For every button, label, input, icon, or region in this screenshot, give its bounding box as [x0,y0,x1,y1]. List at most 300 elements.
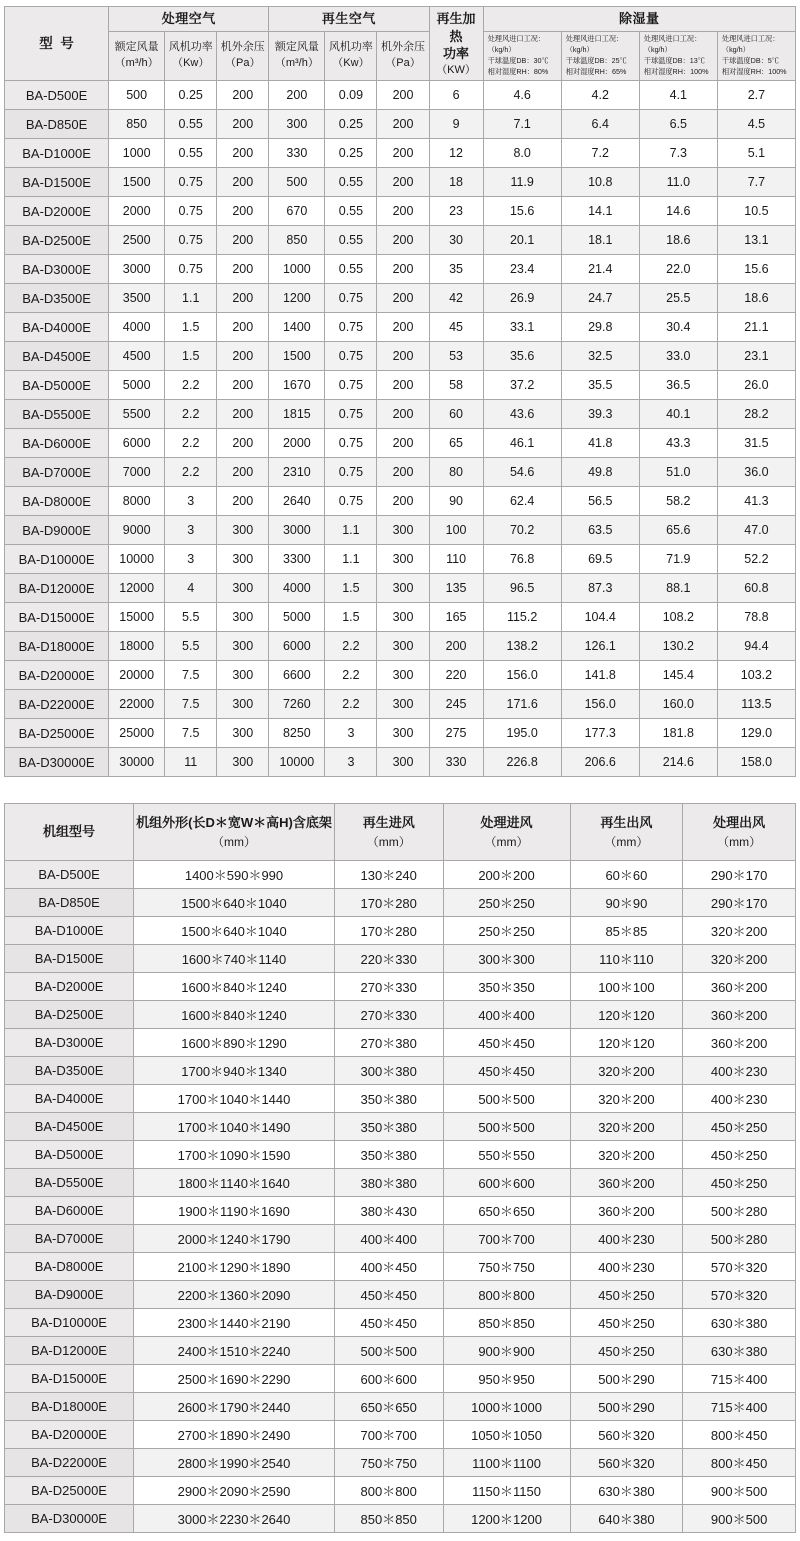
data-cell-6: 200 [377,81,429,110]
data-cell-7: 245 [429,690,483,719]
data-cell-2: 350＊380 [334,1084,443,1112]
model-cell: BA-D2000E [5,972,134,1000]
data-cell-5: 2.2 [325,661,377,690]
data-cell-4: 320＊200 [570,1112,683,1140]
data-cell-11: 47.0 [717,516,795,545]
table-row [5,1028,796,1056]
data-cell-4: 120＊120 [570,1000,683,1028]
data-cell-8: 8.0 [483,139,561,168]
data-cell-4: 90＊90 [570,888,683,916]
data-cell-10: 36.5 [639,371,717,400]
table1-header-dehumidify-cond-3: 处理风进口工况： （kg/h） 干球温度DB：13℃ 相对湿度RH：100% [639,31,717,81]
data-cell-6: 200 [377,110,429,139]
data-cell-10: 30.4 [639,313,717,342]
table-row [5,400,796,429]
data-cell-1: 4000 [109,313,165,342]
data-cell-4: 10000 [269,748,325,777]
data-cell-2: 220＊330 [334,944,443,972]
data-cell-2: 3 [165,487,217,516]
data-cell-3: 850＊850 [443,1308,570,1336]
model-cell: BA-D5500E [5,1168,134,1196]
data-cell-3: 250＊250 [443,888,570,916]
data-cell-8: 46.1 [483,429,561,458]
model-cell: BA-D4000E [5,1084,134,1112]
data-cell-3: 300 [217,748,269,777]
data-cell-4: 360＊200 [570,1196,683,1224]
data-cell-10: 108.2 [639,603,717,632]
data-cell-1: 2000 [109,197,165,226]
regen-heat-power-unit: （KW） [436,63,476,76]
data-cell-2: 350＊380 [334,1140,443,1168]
table-row [5,690,796,719]
data-cell-4: 300 [269,110,325,139]
data-cell-2: 170＊280 [334,916,443,944]
data-cell-1: 1400＊590＊990 [134,860,335,888]
model-cell: BA-D22000E [5,690,109,719]
data-cell-3: 300 [217,719,269,748]
model-cell: BA-D1000E [5,916,134,944]
data-cell-9: 10.8 [561,168,639,197]
data-cell-2: 270＊330 [334,1000,443,1028]
data-cell-3: 450＊450 [443,1056,570,1084]
data-cell-3: 200 [217,226,269,255]
data-cell-1: 1900＊1190＊1690 [134,1196,335,1224]
table1-header-group-dehumidify: 除湿量 [483,7,795,32]
data-cell-4: 85＊85 [570,916,683,944]
data-cell-1: 18000 [109,632,165,661]
model-cell: BA-D12000E [5,574,109,603]
data-cell-2: 350＊380 [334,1112,443,1140]
table-row [5,1084,796,1112]
data-cell-2: 5.5 [165,603,217,632]
data-cell-5: 0.55 [325,197,377,226]
data-cell-1: 2000＊1240＊1790 [134,1224,335,1252]
data-cell-2: 0.75 [165,226,217,255]
data-cell-6: 300 [377,632,429,661]
data-cell-11: 52.2 [717,545,795,574]
data-cell-9: 4.2 [561,81,639,110]
data-cell-6: 200 [377,400,429,429]
data-cell-4: 320＊200 [570,1140,683,1168]
data-cell-9: 35.5 [561,371,639,400]
data-cell-5: 290＊170 [683,888,796,916]
data-cell-5: 290＊170 [683,860,796,888]
data-cell-11: 2.7 [717,81,795,110]
table2-header-regen-outlet: 再生出风 （mm） [570,804,683,861]
data-cell-11: 36.0 [717,458,795,487]
data-cell-1: 30000 [109,748,165,777]
data-cell-5: 1.5 [325,574,377,603]
model-cell: BA-D30000E [5,1504,134,1532]
table-row [5,1392,796,1420]
data-cell-5: 0.75 [325,342,377,371]
model-cell: BA-D5000E [5,1140,134,1168]
data-cell-11: 18.6 [717,284,795,313]
data-cell-8: 70.2 [483,516,561,545]
data-cell-7: 135 [429,574,483,603]
data-cell-2: 0.75 [165,255,217,284]
data-cell-11: 13.1 [717,226,795,255]
table1-header-process-rated-flow: 额定风量 （m³/h） [109,31,165,81]
data-cell-7: 9 [429,110,483,139]
data-cell-2: 0.25 [165,81,217,110]
data-cell-11: 15.6 [717,255,795,284]
data-cell-5: 0.25 [325,110,377,139]
table-row [5,313,796,342]
data-cell-3: 300 [217,545,269,574]
data-cell-6: 300 [377,748,429,777]
data-cell-8: 76.8 [483,545,561,574]
data-cell-4: 630＊380 [570,1476,683,1504]
data-cell-10: 43.3 [639,429,717,458]
data-cell-2: 380＊430 [334,1196,443,1224]
table-row [5,1420,796,1448]
data-cell-6: 200 [377,342,429,371]
data-cell-7: 58 [429,371,483,400]
data-cell-1: 2300＊1440＊2190 [134,1308,335,1336]
data-cell-10: 25.5 [639,284,717,313]
data-cell-5: 1.1 [325,545,377,574]
model-cell: BA-D500E [5,81,109,110]
table-row [5,888,796,916]
data-cell-2: 450＊450 [334,1280,443,1308]
table1-header-regen-fan-power: 风机功率 （Kw） [325,31,377,81]
data-cell-4: 8250 [269,719,325,748]
data-cell-6: 300 [377,545,429,574]
data-cell-2: 450＊450 [334,1308,443,1336]
model-cell: BA-D6000E [5,1196,134,1224]
data-cell-11: 5.1 [717,139,795,168]
data-cell-1: 8000 [109,487,165,516]
data-cell-2: 7.5 [165,661,217,690]
data-cell-9: 6.4 [561,110,639,139]
data-cell-7: 42 [429,284,483,313]
data-cell-3: 200 [217,81,269,110]
data-cell-2: 400＊400 [334,1224,443,1252]
model-cell: BA-D20000E [5,661,109,690]
data-cell-3: 200 [217,487,269,516]
data-cell-2: 7.5 [165,719,217,748]
table-row [5,1476,796,1504]
data-cell-9: 49.8 [561,458,639,487]
data-cell-4: 100＊100 [570,972,683,1000]
table-row [5,1196,796,1224]
table-row [5,1112,796,1140]
data-cell-3: 500＊500 [443,1112,570,1140]
data-cell-10: 4.1 [639,81,717,110]
data-cell-9: 29.8 [561,313,639,342]
data-cell-3: 300＊300 [443,944,570,972]
data-cell-3: 300 [217,632,269,661]
data-cell-11: 4.5 [717,110,795,139]
data-cell-4: 400＊230 [570,1252,683,1280]
data-cell-5: 800＊450 [683,1448,796,1476]
data-cell-8: 62.4 [483,487,561,516]
data-cell-3: 200 [217,313,269,342]
data-cell-5: 715＊400 [683,1364,796,1392]
data-cell-8: 156.0 [483,661,561,690]
table-row [5,632,796,661]
data-cell-2: 500＊500 [334,1336,443,1364]
data-cell-7: 45 [429,313,483,342]
data-cell-6: 300 [377,516,429,545]
data-cell-1: 1500 [109,168,165,197]
data-cell-5: 500＊280 [683,1196,796,1224]
data-cell-4: 2640 [269,487,325,516]
data-cell-8: 54.6 [483,458,561,487]
table-row [5,719,796,748]
data-cell-4: 320＊200 [570,1084,683,1112]
table-row [5,429,796,458]
table-row [5,1448,796,1476]
model-cell: BA-D3500E [5,1056,134,1084]
data-cell-5: 400＊230 [683,1084,796,1112]
data-cell-1: 5000 [109,371,165,400]
data-cell-2: 380＊380 [334,1168,443,1196]
data-cell-8: 226.8 [483,748,561,777]
data-cell-6: 200 [377,255,429,284]
data-cell-4: 640＊380 [570,1504,683,1532]
data-cell-5: 900＊500 [683,1504,796,1532]
data-cell-1: 1600＊740＊1140 [134,944,335,972]
data-cell-10: 6.5 [639,110,717,139]
table-row [5,972,796,1000]
data-cell-9: 87.3 [561,574,639,603]
table-row [5,487,796,516]
data-cell-6: 300 [377,603,429,632]
data-cell-3: 200＊200 [443,860,570,888]
data-cell-10: 11.0 [639,168,717,197]
data-cell-4: 6000 [269,632,325,661]
data-cell-3: 1150＊1150 [443,1476,570,1504]
table-row [5,255,796,284]
data-cell-10: 160.0 [639,690,717,719]
table-row [5,1056,796,1084]
data-cell-5: 0.75 [325,313,377,342]
data-cell-3: 200 [217,197,269,226]
data-cell-6: 200 [377,168,429,197]
data-cell-8: 35.6 [483,342,561,371]
data-cell-6: 200 [377,429,429,458]
data-cell-4: 200 [269,81,325,110]
table-row [5,1000,796,1028]
data-cell-1: 7000 [109,458,165,487]
data-cell-5: 450＊250 [683,1168,796,1196]
model-cell: BA-D1500E [5,168,109,197]
data-cell-3: 250＊250 [443,916,570,944]
model-cell: BA-D1000E [5,139,109,168]
data-cell-9: 39.3 [561,400,639,429]
data-cell-3: 200 [217,255,269,284]
data-cell-11: 41.3 [717,487,795,516]
data-cell-2: 3 [165,516,217,545]
table1-header-regen-heat-power [429,7,483,81]
data-cell-2: 2.2 [165,429,217,458]
model-cell: BA-D5000E [5,371,109,400]
data-cell-6: 200 [377,458,429,487]
data-cell-5: 715＊400 [683,1392,796,1420]
table1-header-process-ext-pressure: 机外余压 （Pa） [217,31,269,81]
table1-header-dehumidify-cond-4: 处理风进口工况： （kg/h） 干球温度DB：5℃ 相对湿度RH：100% [717,31,795,81]
data-cell-3: 200 [217,139,269,168]
table2-header-process-outlet: 处理出风 （mm） [683,804,796,861]
data-cell-5: 800＊450 [683,1420,796,1448]
model-cell: BA-D7000E [5,1224,134,1252]
data-cell-3: 950＊950 [443,1364,570,1392]
model-cell: BA-D1500E [5,944,134,972]
data-cell-8: 138.2 [483,632,561,661]
data-cell-3: 200 [217,342,269,371]
data-cell-4: 5000 [269,603,325,632]
table-row [5,661,796,690]
data-cell-4: 4000 [269,574,325,603]
data-cell-1: 1500＊640＊1040 [134,888,335,916]
data-cell-9: 14.1 [561,197,639,226]
table-row [5,516,796,545]
data-cell-4: 1200 [269,284,325,313]
data-cell-10: 7.3 [639,139,717,168]
data-cell-2: 270＊330 [334,972,443,1000]
data-cell-5: 1.1 [325,516,377,545]
model-cell: BA-D6000E [5,429,109,458]
model-cell: BA-D7000E [5,458,109,487]
data-cell-4: 500 [269,168,325,197]
data-cell-5: 0.55 [325,168,377,197]
data-cell-1: 3500 [109,284,165,313]
data-cell-1: 22000 [109,690,165,719]
table1-header-model: 型 号 [5,7,109,81]
data-cell-11: 129.0 [717,719,795,748]
data-cell-5: 500＊280 [683,1224,796,1252]
data-cell-10: 145.4 [639,661,717,690]
data-cell-7: 275 [429,719,483,748]
model-cell: BA-D10000E [5,545,109,574]
data-cell-1: 1600＊890＊1290 [134,1028,335,1056]
data-cell-4: 500＊290 [570,1392,683,1420]
data-cell-9: 104.4 [561,603,639,632]
data-cell-5: 1.5 [325,603,377,632]
data-cell-1: 1700＊940＊1340 [134,1056,335,1084]
data-cell-4: 1670 [269,371,325,400]
data-cell-2: 270＊380 [334,1028,443,1056]
data-cell-8: 115.2 [483,603,561,632]
data-cell-10: 65.6 [639,516,717,545]
data-cell-5: 2.2 [325,690,377,719]
data-cell-2: 1.1 [165,284,217,313]
data-cell-3: 550＊550 [443,1140,570,1168]
data-cell-2: 130＊240 [334,860,443,888]
data-cell-9: 56.5 [561,487,639,516]
data-cell-5: 320＊200 [683,944,796,972]
data-cell-9: 177.3 [561,719,639,748]
data-cell-7: 18 [429,168,483,197]
data-cell-4: 1400 [269,313,325,342]
data-cell-2: 650＊650 [334,1392,443,1420]
model-cell: BA-D25000E [5,1476,134,1504]
data-cell-8: 7.1 [483,110,561,139]
table-row [5,81,796,110]
data-cell-5: 0.55 [325,226,377,255]
data-cell-11: 21.1 [717,313,795,342]
data-cell-1: 1700＊1090＊1590 [134,1140,335,1168]
data-cell-11: 28.2 [717,400,795,429]
data-cell-6: 200 [377,139,429,168]
data-cell-4: 500＊290 [570,1364,683,1392]
model-cell: BA-D8000E [5,1252,134,1280]
table1-header-group-regen-air: 再生空气 [269,7,429,32]
data-cell-8: 96.5 [483,574,561,603]
data-cell-10: 33.0 [639,342,717,371]
table-row [5,1504,796,1532]
data-cell-9: 24.7 [561,284,639,313]
data-cell-11: 78.8 [717,603,795,632]
data-cell-10: 22.0 [639,255,717,284]
data-cell-11: 103.2 [717,661,795,690]
data-cell-5: 0.25 [325,139,377,168]
data-cell-1: 15000 [109,603,165,632]
data-cell-8: 195.0 [483,719,561,748]
data-cell-5: 900＊500 [683,1476,796,1504]
data-cell-6: 200 [377,284,429,313]
data-cell-1: 4500 [109,342,165,371]
data-cell-6: 200 [377,487,429,516]
table-row [5,197,796,226]
data-cell-6: 300 [377,661,429,690]
data-cell-3: 300 [217,661,269,690]
model-cell: BA-D500E [5,860,134,888]
data-cell-3: 1100＊1100 [443,1448,570,1476]
data-cell-11: 31.5 [717,429,795,458]
data-cell-1: 1600＊840＊1240 [134,1000,335,1028]
data-cell-4: 320＊200 [570,1056,683,1084]
data-cell-3: 200 [217,371,269,400]
model-cell: BA-D22000E [5,1448,134,1476]
data-cell-7: 330 [429,748,483,777]
data-cell-3: 750＊750 [443,1252,570,1280]
data-cell-5: 570＊320 [683,1280,796,1308]
data-cell-5: 0.55 [325,255,377,284]
data-cell-4: 3300 [269,545,325,574]
data-cell-8: 23.4 [483,255,561,284]
data-cell-1: 2700＊1890＊2490 [134,1420,335,1448]
data-cell-4: 450＊250 [570,1280,683,1308]
table-row [5,1308,796,1336]
data-cell-3: 650＊650 [443,1196,570,1224]
data-cell-8: 4.6 [483,81,561,110]
data-cell-4: 330 [269,139,325,168]
data-cell-2: 800＊800 [334,1476,443,1504]
data-cell-11: 94.4 [717,632,795,661]
table-row [5,371,796,400]
data-cell-2: 3 [165,545,217,574]
data-cell-5: 0.75 [325,400,377,429]
data-cell-2: 1.5 [165,342,217,371]
data-cell-2: 600＊600 [334,1364,443,1392]
data-cell-3: 200 [217,168,269,197]
data-cell-4: 560＊320 [570,1420,683,1448]
data-cell-3: 200 [217,284,269,313]
table-row [5,944,796,972]
data-cell-5: 0.75 [325,284,377,313]
data-cell-1: 1500＊640＊1040 [134,916,335,944]
table-row [5,168,796,197]
data-cell-3: 300 [217,516,269,545]
data-cell-2: 0.55 [165,110,217,139]
model-cell: BA-D25000E [5,719,109,748]
data-cell-8: 171.6 [483,690,561,719]
data-cell-1: 1600＊840＊1240 [134,972,335,1000]
data-cell-9: 21.4 [561,255,639,284]
